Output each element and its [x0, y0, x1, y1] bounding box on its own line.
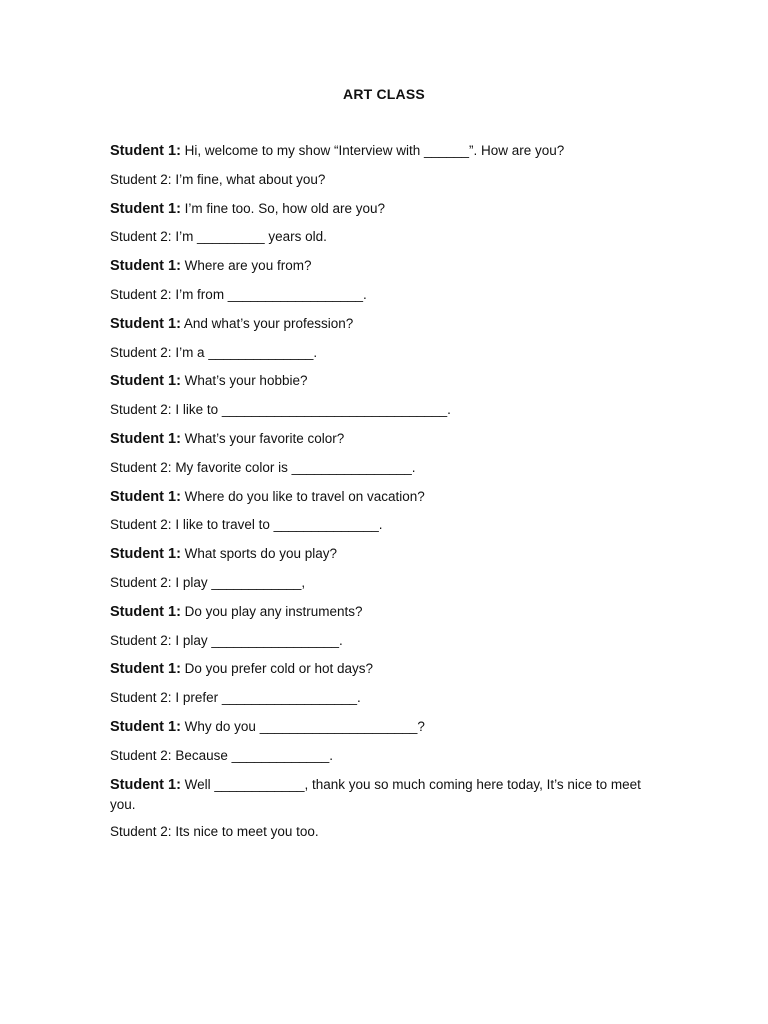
dialogue-line: [110, 285, 670, 305]
dialogue-line: [110, 717, 670, 737]
speaker-separator: :: [167, 229, 172, 245]
speaker-separator: :: [176, 776, 181, 793]
dialogue-line: [110, 458, 670, 478]
speaker-separator: :: [167, 517, 172, 533]
speaker-label: Student 1: [110, 603, 177, 620]
line-text: Where do you like to travel on vacation?: [180, 488, 425, 504]
line-text: My favorite color is ________________.: [171, 459, 416, 475]
dialogue-line: [110, 314, 670, 334]
speaker-separator: :: [176, 258, 181, 275]
speaker-label: Student 2: [110, 632, 168, 648]
line-text: Well ____________, thank you so much coming here today, It’s nice to meet you.: [110, 776, 641, 812]
speaker-separator: :: [167, 344, 172, 360]
speaker-label: Student 1: [110, 315, 177, 332]
speaker-label: Student 2: [110, 574, 168, 590]
speaker-label: Student 1: [110, 200, 177, 217]
speaker-label: Student 2: [110, 171, 168, 187]
speaker-separator: :: [176, 603, 181, 620]
speaker-label: Student 1: [110, 776, 177, 793]
line-text: I’m _________ years old.: [171, 229, 327, 245]
speaker-separator: :: [176, 200, 181, 217]
speaker-separator: :: [176, 430, 181, 447]
speaker-separator: :: [167, 286, 172, 302]
speaker-label: Student 2: [110, 459, 168, 475]
line-text: Where are you from?: [180, 258, 312, 274]
speaker-separator: :: [167, 459, 172, 475]
speaker-separator: :: [176, 315, 181, 332]
speaker-label: Student 1: [110, 546, 177, 563]
dialogue-line: [110, 400, 670, 420]
dialogue-line: [110, 659, 670, 679]
line-text: I like to travel to ______________.: [171, 517, 383, 533]
line-text: And what’s your profession?: [180, 315, 354, 331]
speaker-separator: :: [167, 632, 172, 648]
line-text: Its nice to meet you too.: [171, 824, 319, 840]
line-text: I play ____________,: [171, 574, 306, 590]
dialogue-line: [110, 631, 670, 651]
dialogue-line: [110, 343, 670, 363]
speaker-separator: :: [176, 546, 181, 563]
speaker-separator: :: [176, 661, 181, 678]
speaker-separator: :: [167, 747, 172, 763]
line-text: What’s your favorite color?: [180, 430, 345, 446]
dialogue: [110, 141, 670, 851]
speaker-label: Student 1: [110, 258, 177, 275]
dialogue-line: [110, 371, 670, 391]
dialogue-line: [110, 746, 670, 766]
speaker-label: Student 2: [110, 747, 168, 763]
dialogue-line: [110, 256, 670, 276]
speaker-separator: :: [167, 402, 172, 418]
speaker-label: Student 1: [110, 488, 177, 505]
speaker-separator: :: [176, 373, 181, 390]
speaker-label: Student 2: [110, 824, 168, 840]
speaker-separator: :: [167, 690, 172, 706]
dialogue-line: [110, 544, 670, 564]
speaker-label: Student 2: [110, 229, 168, 245]
document-title: ART CLASS: [343, 86, 425, 102]
dialogue-line: [110, 515, 670, 535]
speaker-separator: :: [167, 824, 172, 840]
speaker-label: Student 1: [110, 373, 177, 390]
line-text: Because _____________.: [171, 747, 333, 763]
dialogue-line: [110, 199, 670, 219]
speaker-label: Student 2: [110, 690, 168, 706]
speaker-label: Student 1: [110, 143, 177, 159]
line-text: I’m fine too. So, how old are you?: [180, 200, 386, 216]
line-text: Hi, welcome to my show “Interview with ______”. How are you?: [180, 143, 565, 158]
dialogue-line: [110, 170, 670, 190]
dialogue-line: [110, 573, 670, 593]
dialogue-line: [110, 688, 670, 708]
speaker-separator: :: [167, 574, 172, 590]
dialogue-line: [110, 487, 670, 507]
line-text: Do you prefer cold or hot days?: [180, 661, 374, 677]
speaker-label: Student 1: [110, 661, 177, 678]
line-text: I’m from __________________.: [171, 286, 367, 302]
line-text: I’m fine, what about you?: [171, 171, 326, 187]
line-text: I like to ______________________________.: [171, 402, 451, 418]
line-text: I’m a ______________.: [171, 344, 318, 360]
dialogue-line: [110, 775, 670, 814]
speaker-separator: :: [167, 171, 172, 187]
speaker-label: Student 2: [110, 517, 168, 533]
line-text: I play _________________.: [171, 632, 343, 648]
line-text: Why do you _____________________?: [180, 718, 425, 734]
dialogue-line: [110, 602, 670, 622]
line-text: Do you play any instruments?: [180, 603, 363, 619]
speaker-label: Student 2: [110, 344, 168, 360]
dialogue-line: [110, 227, 670, 247]
speaker-separator: :: [176, 143, 181, 159]
speaker-label: Student 2: [110, 286, 168, 302]
dialogue-line: [110, 141, 670, 161]
line-text: What’s your hobbie?: [180, 373, 308, 389]
speaker-separator: :: [176, 718, 181, 735]
line-text: What sports do you play?: [180, 546, 337, 562]
dialogue-line: [110, 429, 670, 449]
speaker-label: Student 1: [110, 430, 177, 447]
dialogue-line: [110, 822, 670, 842]
speaker-label: Student 1: [110, 718, 177, 735]
line-text: I prefer __________________.: [171, 690, 361, 706]
speaker-separator: :: [176, 488, 181, 505]
speaker-label: Student 2: [110, 402, 168, 418]
